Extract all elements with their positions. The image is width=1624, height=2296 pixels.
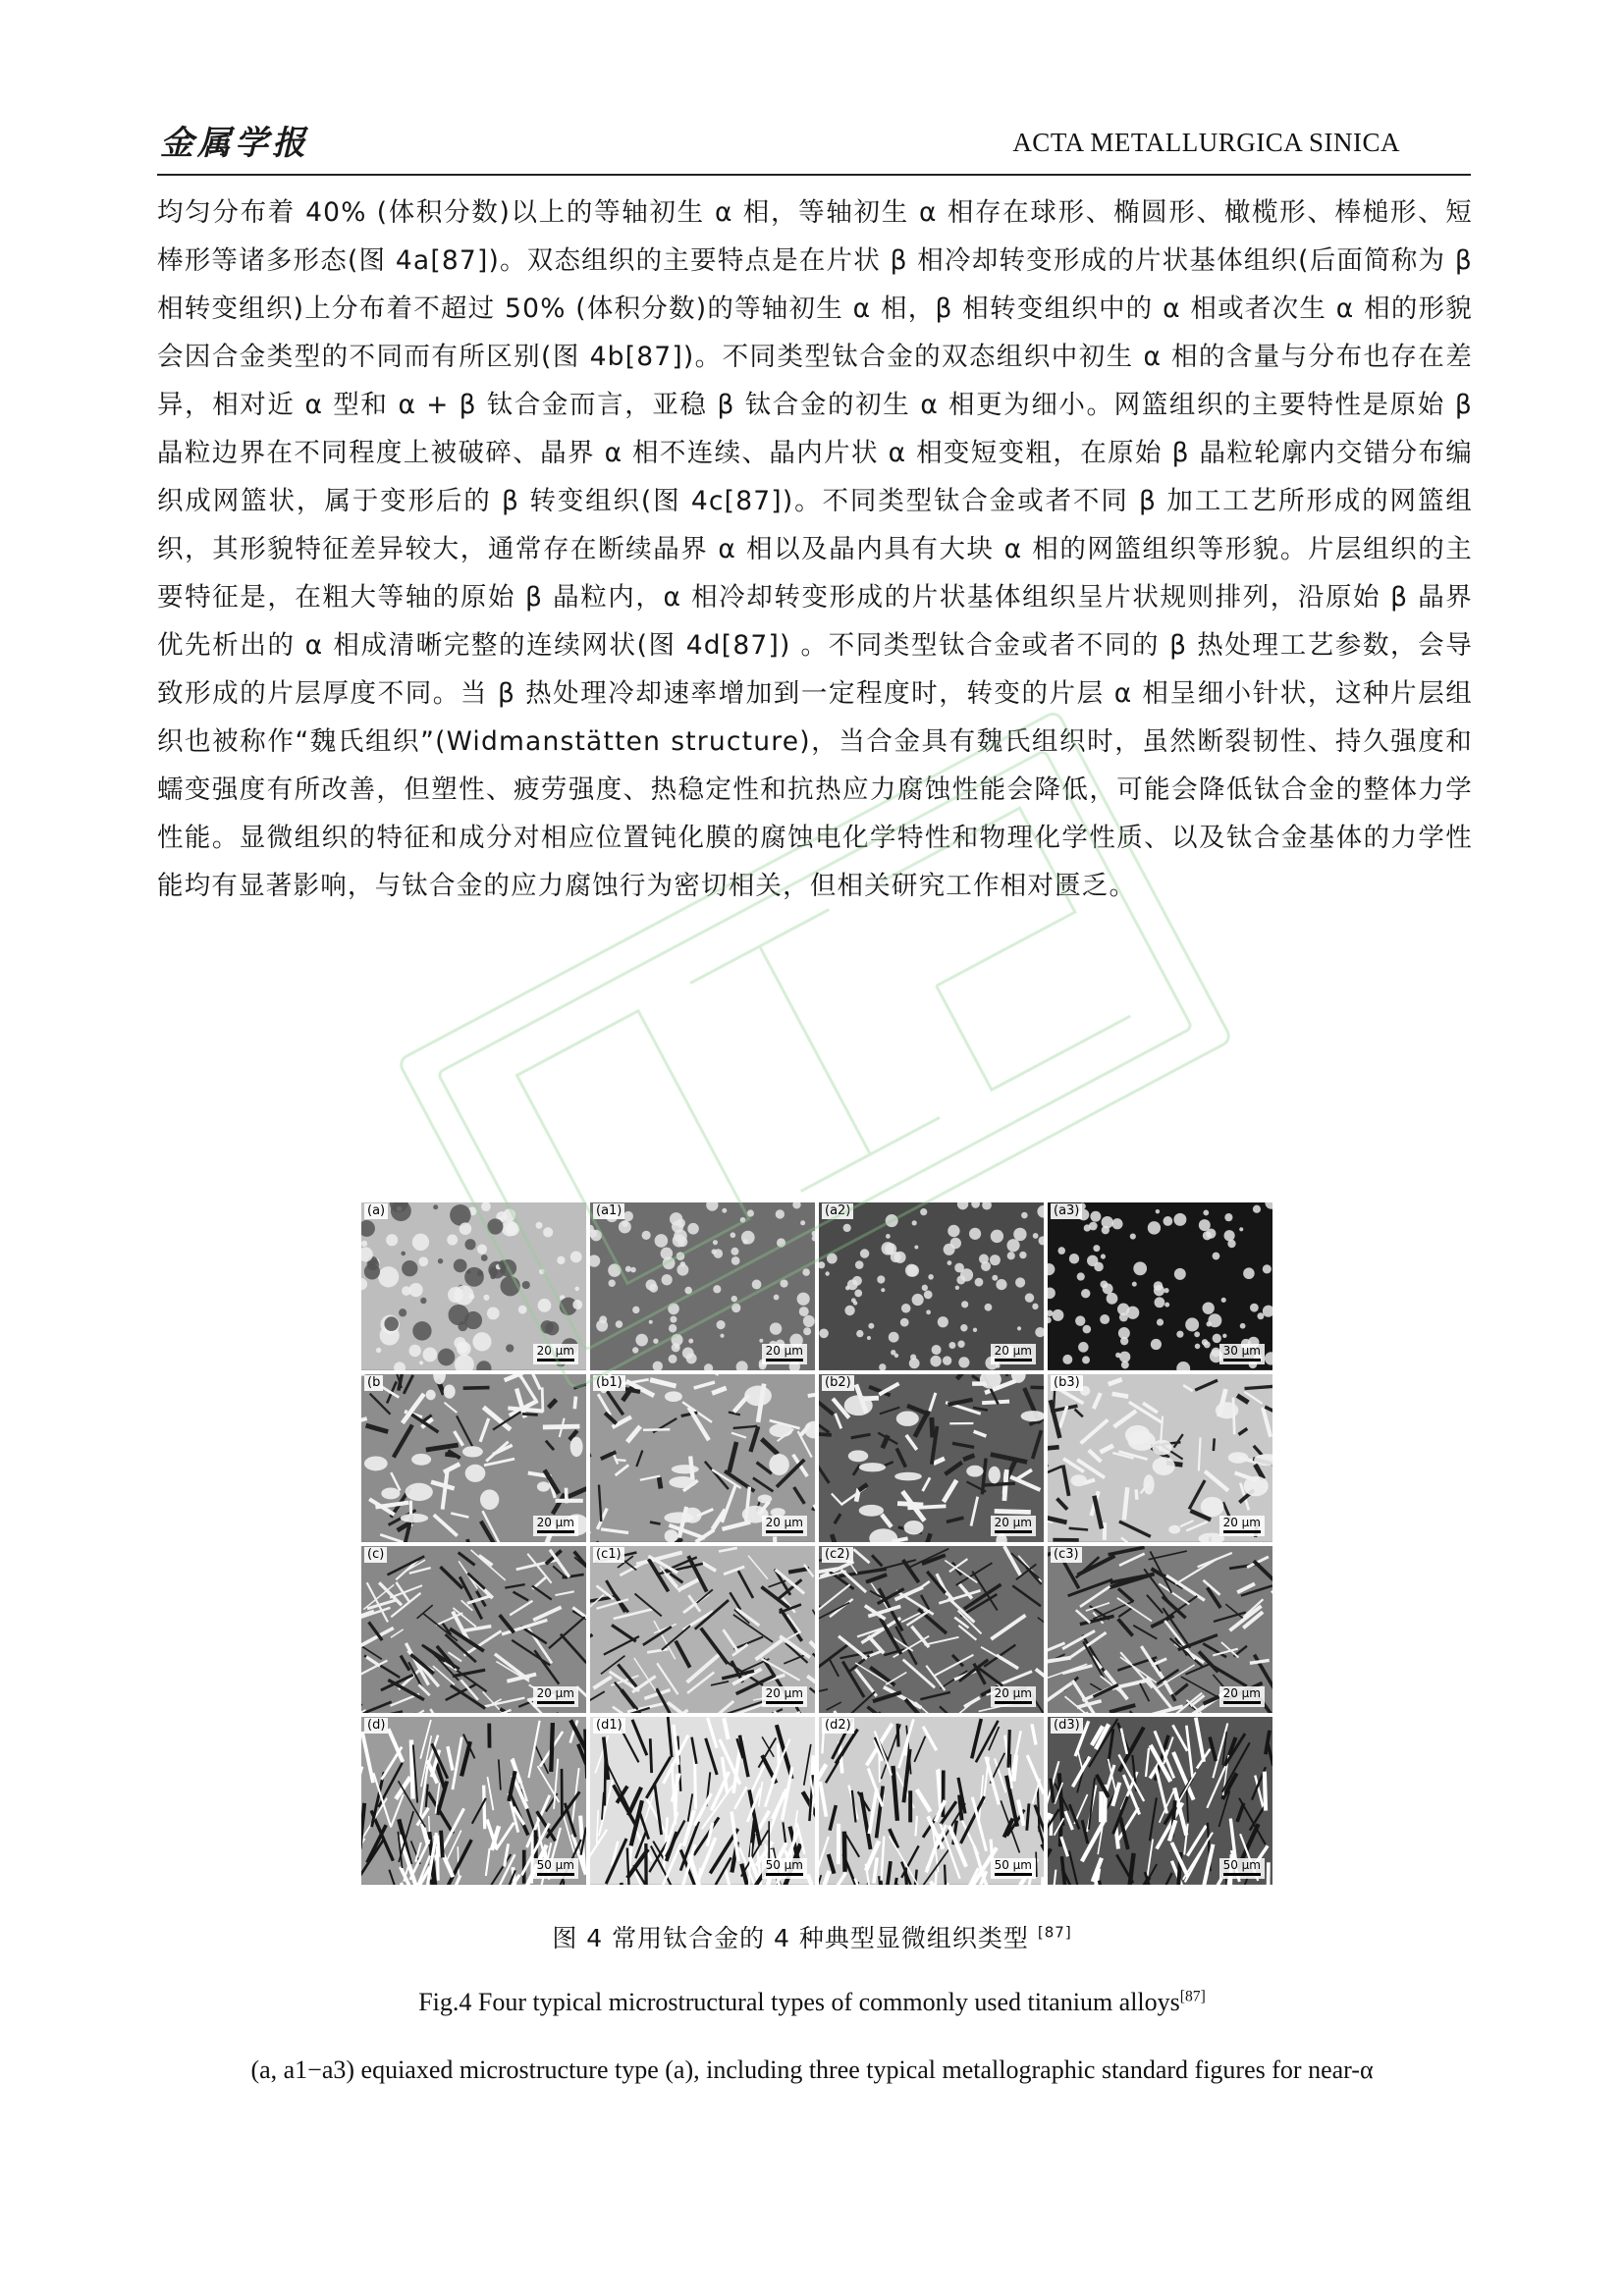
scale-bar: 20 μm bbox=[1219, 1686, 1265, 1707]
panel-label: (d3) bbox=[1051, 1718, 1083, 1734]
scale-bar: 20 μm bbox=[991, 1344, 1036, 1364]
micrograph-panel bbox=[819, 1374, 1044, 1542]
panel-label: (a1) bbox=[593, 1203, 624, 1219]
micrograph-panel bbox=[361, 1374, 586, 1542]
figure-caption-en bbox=[0, 1988, 1624, 2017]
panel-label: (c3) bbox=[1051, 1547, 1082, 1563]
scale-bar: 20 μm bbox=[991, 1516, 1036, 1536]
micrograph-panel bbox=[1048, 1374, 1272, 1542]
panel-label: (c2) bbox=[822, 1547, 853, 1563]
micrograph-panel bbox=[590, 1546, 815, 1714]
figure-caption-subtext: (a, a1−a3) equiaxed microstructure type (a), including three typical metallographic standard figures for near-α bbox=[250, 2056, 1374, 2084]
micrograph-panel bbox=[361, 1546, 586, 1714]
panel-label: (d) bbox=[364, 1718, 388, 1734]
panel-label: (a2) bbox=[822, 1203, 853, 1219]
panel-label: (b3) bbox=[1051, 1375, 1083, 1391]
micrograph-panel bbox=[819, 1546, 1044, 1714]
journal-logo: 金属学报 bbox=[160, 124, 309, 163]
micrograph-panel bbox=[361, 1717, 586, 1885]
micrograph-panel bbox=[361, 1202, 586, 1370]
panel-label: (c1) bbox=[593, 1547, 624, 1563]
scale-bar: 20 μm bbox=[533, 1344, 578, 1364]
panel-label: (b1) bbox=[593, 1375, 625, 1391]
micrograph-panel bbox=[1048, 1546, 1272, 1714]
panel-label: (d1) bbox=[593, 1718, 625, 1734]
panel-label: (a) bbox=[364, 1203, 388, 1219]
panel-label: (c) bbox=[364, 1547, 387, 1563]
journal-name: ACTA METALLURGICA SINICA bbox=[1012, 128, 1400, 157]
micrograph-panel bbox=[590, 1374, 815, 1542]
micrograph-panel bbox=[1048, 1202, 1272, 1370]
micrograph-panel bbox=[819, 1717, 1044, 1885]
header-rule bbox=[157, 174, 1471, 176]
body-paragraph: 均匀分布着 40% (体积分数)以上的等轴初生 α 相，等轴初生 α 相存在球形、椭圆形、橄榄形、棒槌形、短棒形等诸多形态(图 4a[87])。双态组织的主要特点是在片状 β 相冷却转变形成的片状基体组织(后面简称为 β 相转变组织)上分布着不超过 50% (体积分数)的等轴初生 α 相，β 相转变组织中的 α 相或者次生 α 相的形貌会因合金类型的不同而有所区别(图 4b[87])。不同类型钛合金的双态组织中初生 α 相的含量与分布也存在差异，相对近 α 型和 α + β 钛合金而言，亚稳 β 钛合金的初生 α 相更为细小。网篮组织的主要特性是原始 β 晶粒边界在不同程度上被破碎、晶界 α 相不连续、晶内片状 α 相变短变粗，在原始 β 晶粒轮廓内交错分布编织成网篮状，属于变形后的 β 转变组织(图 4c[87])。不同类型钛合金或者不同 β 加工工艺所形成的网篮组织，其形貌特征差异较大，通常存在断续晶界 α 相以及晶内具有大块 α 相的网篮组织等形貌。片层组织的主要特征是，在粗大等轴的原始 β 晶粒内，α 相冷却转变形成的片状基体组织呈片状规则排列，沿原始 β 晶界优先析出的 α 相成清晰完整的连续网状(图 4d[87]) 。不同类型钛合金或者不同的 β 热处理工艺参数，会导致形成的片层厚度不同。当 β 热处理冷却速率增加到一定程度时，转变的片层 α 相呈细小针状，这种片层组织也被称作“魏氏组织”(Widmanstätten structure)，当合金具有魏氏组织时，虽然断裂韧性、持久强度和蠕变强度有所改善，但塑性、疲劳强度、热稳定性和抗热应力腐蚀性能会降低，可能会降低钛合金的整体力学性能。显微组织的特征和成分对相应位置钝化膜的腐蚀电化学特性和物理化学性质、以及钛合金基体的力学性能均有显著影响，与钛合金的应力腐蚀行为密切相关，但相关研究工作相对匮乏。 bbox=[157, 197, 1473, 901]
scale-bar: 20 μm bbox=[991, 1686, 1036, 1707]
micrograph-panel bbox=[1048, 1717, 1272, 1885]
figure-caption-cn-text: 图 4 常用钛合金的 4 种典型显微组织类型 bbox=[552, 1924, 1029, 1952]
scale-bar: 50 μm bbox=[991, 1858, 1036, 1879]
micrograph-panel bbox=[590, 1717, 815, 1885]
panel-label: (b2) bbox=[822, 1375, 854, 1391]
panel-label: (b bbox=[364, 1375, 383, 1391]
panel-label: (d2) bbox=[822, 1718, 854, 1734]
scale-bar: 20 μm bbox=[762, 1344, 807, 1364]
scale-bar: 20 μm bbox=[1219, 1516, 1265, 1536]
scale-bar: 30 μm bbox=[1219, 1344, 1265, 1364]
scale-bar: 50 μm bbox=[762, 1858, 807, 1879]
scale-bar: 50 μm bbox=[1219, 1858, 1265, 1879]
micrograph-panel bbox=[590, 1202, 815, 1370]
scale-bar: 20 μm bbox=[533, 1686, 578, 1707]
figure-caption-en-text: Fig.4 Four typical microstructural types of commonly used titanium alloys bbox=[418, 1988, 1180, 2016]
figure-caption-cn-ref: [87] bbox=[1037, 1923, 1072, 1942]
figure-caption-en-ref: [87] bbox=[1179, 1988, 1206, 2005]
micrograph-figure bbox=[361, 1202, 1272, 1885]
panel-label: (a3) bbox=[1051, 1203, 1082, 1219]
scale-bar: 20 μm bbox=[762, 1516, 807, 1536]
figure-caption-cn bbox=[0, 1919, 1624, 1954]
scale-bar: 20 μm bbox=[762, 1686, 807, 1707]
micrograph-panel bbox=[819, 1202, 1044, 1370]
scale-bar: 50 μm bbox=[533, 1858, 578, 1879]
scale-bar: 20 μm bbox=[533, 1516, 578, 1536]
